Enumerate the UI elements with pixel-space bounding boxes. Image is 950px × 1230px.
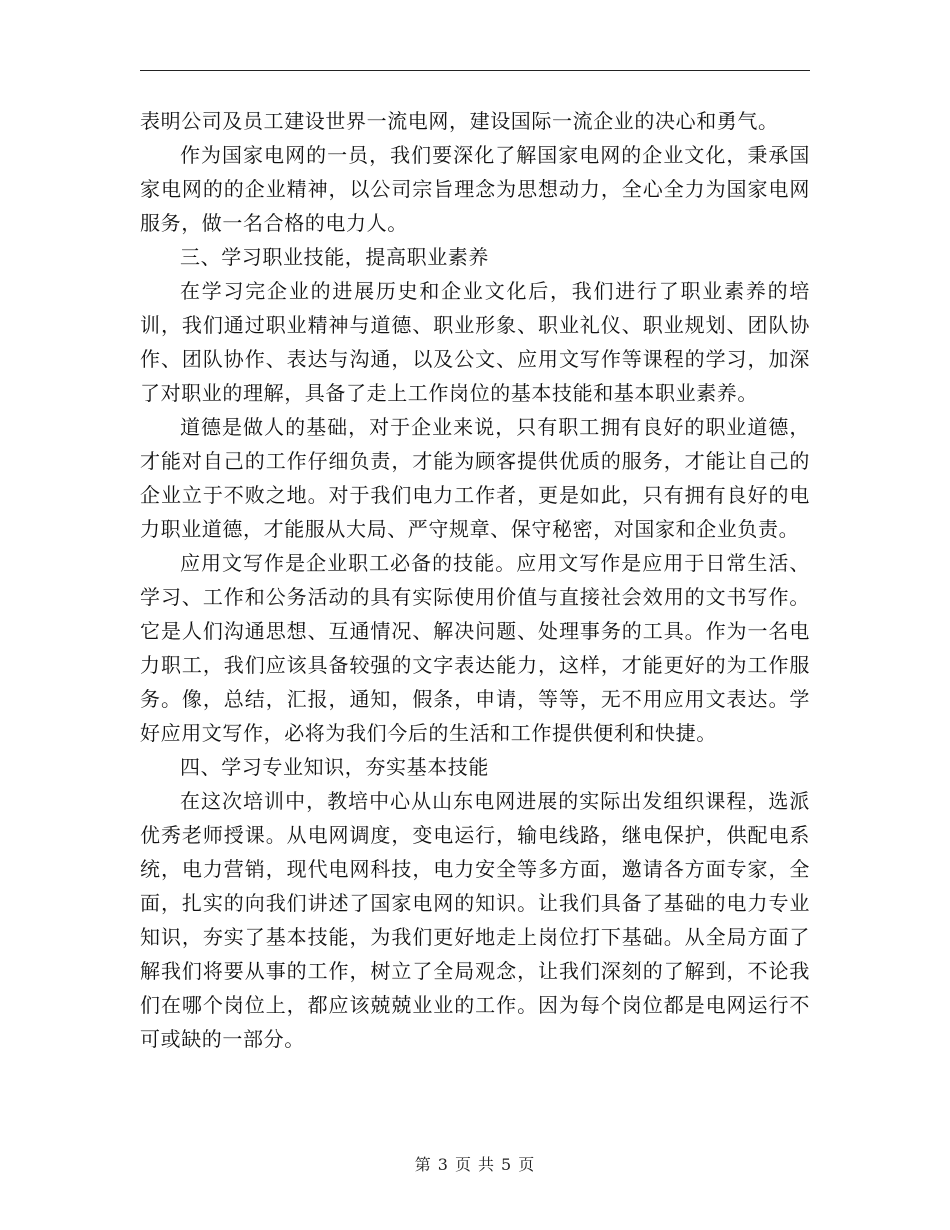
paragraph: 道德是做人的基础，对于企业来说，只有职工拥有良好的职业道德，才能对自己的工作仔细负责，才能为顾客提供优质的服务，才能让自己的企业立于不败之地。对于我们电力工作者，更是如此，只有拥有良好的电力职业道德，才能服从大局、严守规章、保守秘密，对国家和企业负责。: [140, 415, 810, 541]
paragraph: 应用文写作是企业职工必备的技能。应用文写作是应用于日常生活、学习、工作和公务活动的具有实际使用价值与直接社会效用的文书写作。它是人们沟通思想、互通情况、解决问题、处理事务的工具。作为一名电力职工，我们应该具备较强的文字表达能力，这样，才能更好的为工作服务。像，总结，汇报，通知，假条，申请，等等，无不用应用文表达。学好应用文写作，必将为我们今后的生活和工作提供便利和快捷。: [140, 551, 810, 745]
footer-page-unit: 页: [454, 1155, 472, 1174]
page-footer: [0, 1153, 950, 1177]
document-body: [140, 104, 810, 1056]
paragraph: 在这次培训中，教培中心从山东电网进展的实际出发组织课程，选派优秀老师授课。从电网调度，变电运行，输电线路，继电保护，供配电系统，电力营销，现代电网科技，电力安全等多方面，邀请各方面专家，全面，扎实的向我们讲述了国家电网的知识。让我们具备了基础的电力专业知识，夯实了基本技能，为我们更好地走上岗位打下基础。从全局方面了解我们将要从事的工作，树立了全局观念，让我们深刻的了解到，不论我们在哪个岗位上，都应该兢兢业业的工作。因为每个岗位都是电网运行不可或缺的一部分。: [140, 789, 810, 1051]
section-heading: 三、学习职业技能，提高职业素养: [180, 245, 489, 269]
paragraph: 作为国家电网的一员，我们要深化了解国家电网的企业文化，秉承国家电网的的企业精神，以公司宗旨理念为思想动力，全心全力为国家电网服务，做一名合格的电力人。: [140, 143, 810, 235]
paragraph: 在学习完企业的进展历史和企业文化后，我们进行了职业素养的培训，我们通过职业精神与道德、职业形象、职业礼仪、职业规划、团队协作、团队协作、表达与沟通，以及公文、应用文写作等课程的学习，加深了对职业的理解，具备了走上工作岗位的基本技能和基本职业素养。: [140, 279, 810, 405]
footer-total-pages: 5: [501, 1155, 513, 1174]
footer-total-unit: 页: [518, 1155, 536, 1174]
footer-prefix: 第: [414, 1155, 432, 1174]
paragraph-continuation: 表明公司及员工建设世界一流电网，建设国际一流企业的决心和勇气。: [140, 109, 779, 133]
section-heading: 四、学习专业知识，夯实基本技能: [180, 755, 489, 779]
footer-total-label: 共: [478, 1155, 496, 1174]
header-rule: [140, 70, 810, 71]
footer-current-page: 3: [437, 1155, 449, 1174]
